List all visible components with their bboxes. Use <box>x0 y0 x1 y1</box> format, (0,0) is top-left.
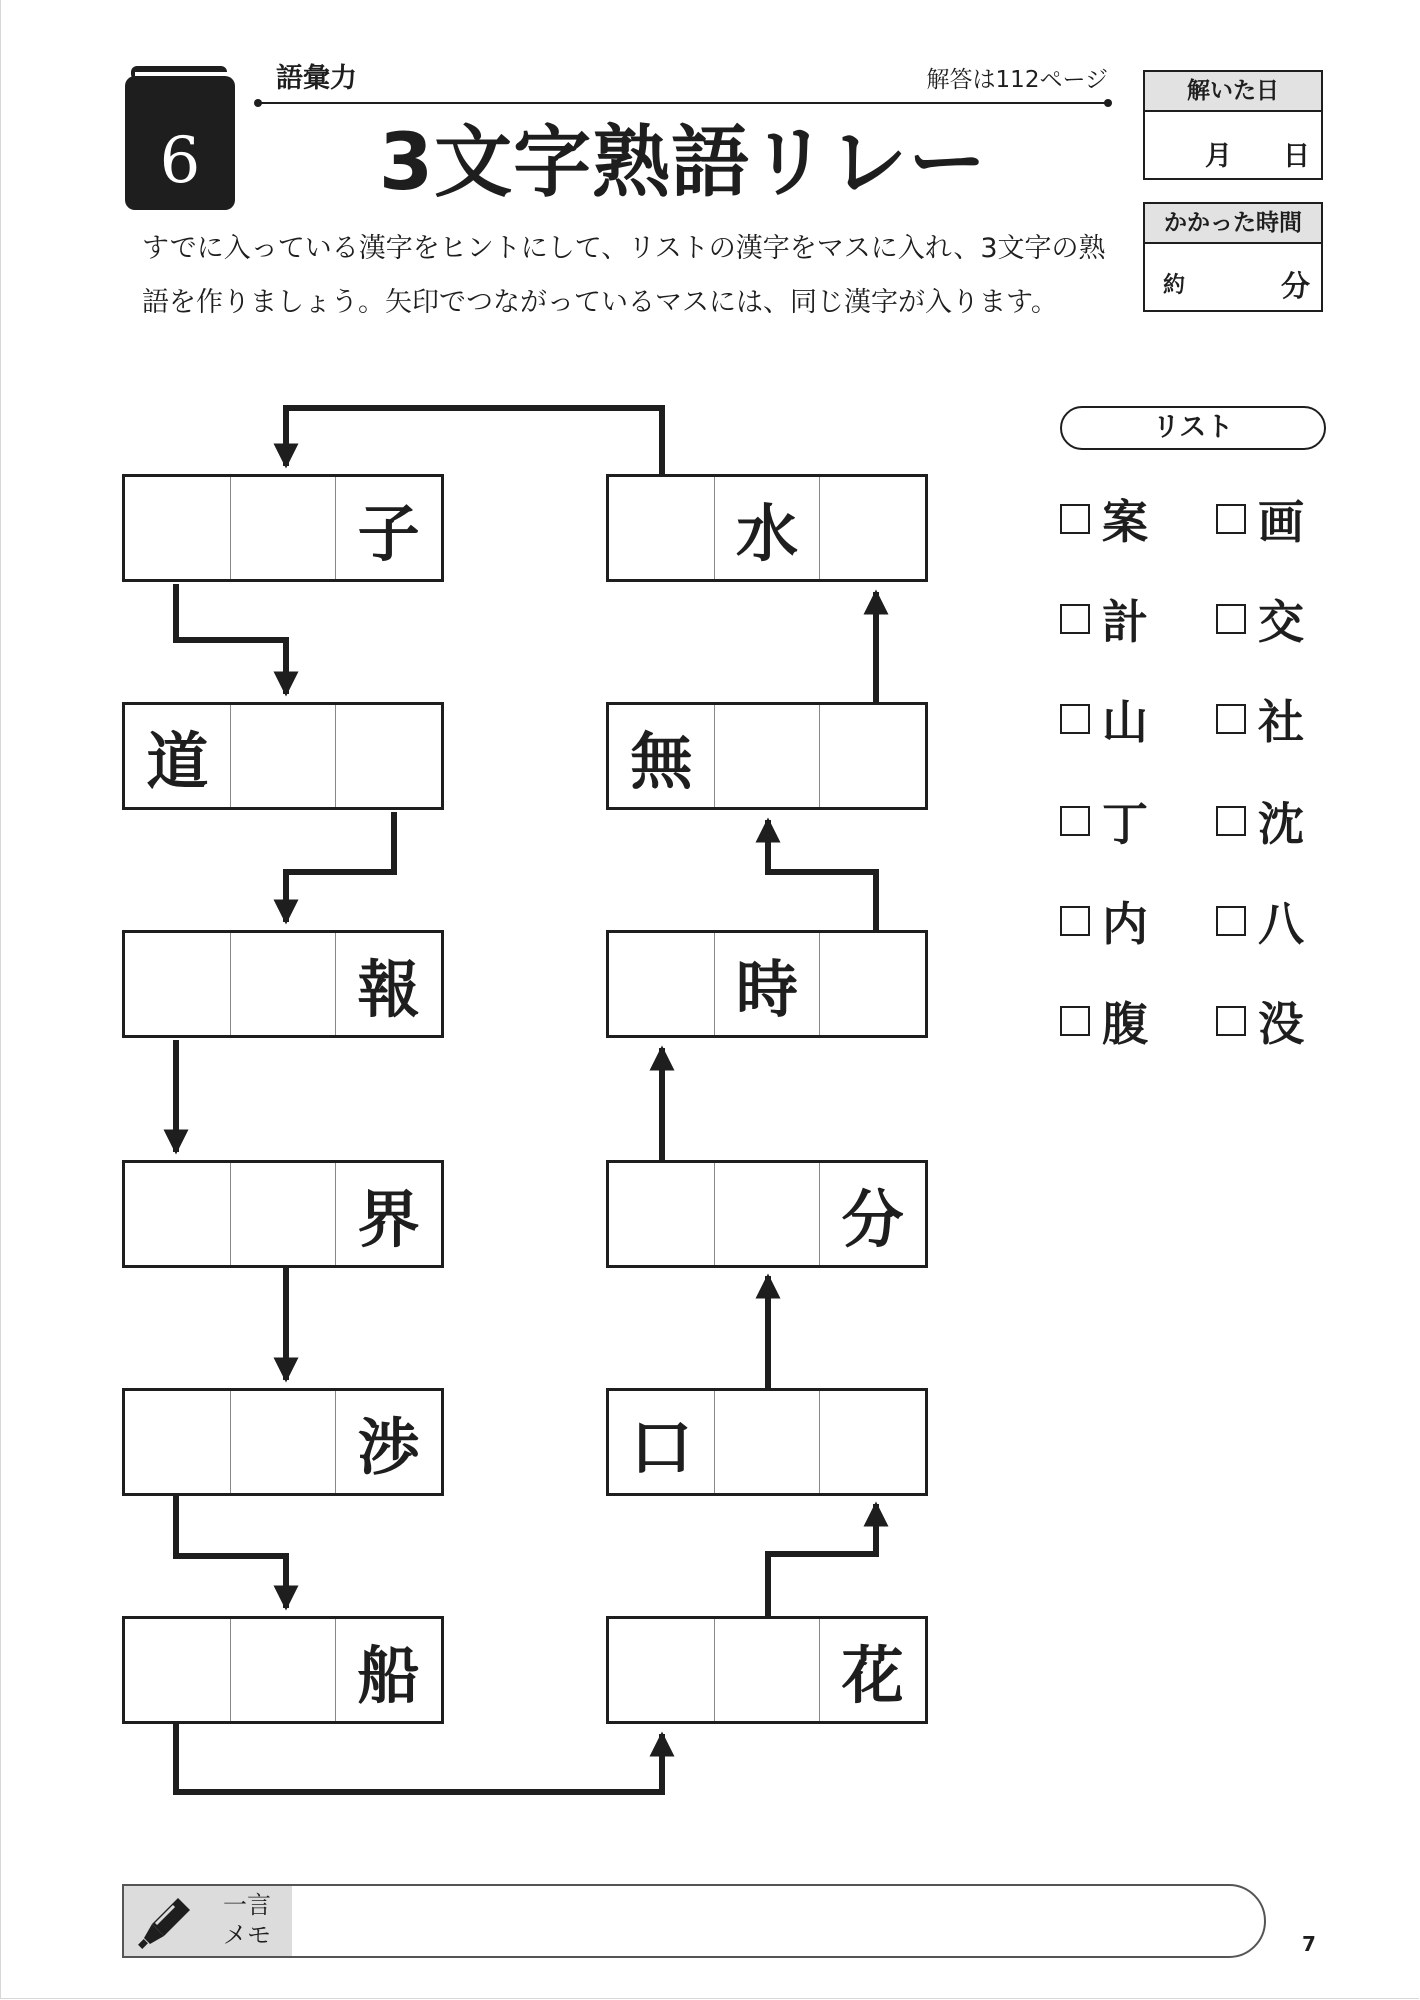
grid-cell[interactable]: 道 <box>125 705 231 807</box>
left-row-5 <box>122 1388 444 1496</box>
grid-cell[interactable]: 渉 <box>357 1410 420 1484</box>
grid-cell[interactable]: 船 <box>357 1638 420 1712</box>
grid-cell[interactable] <box>231 1163 337 1265</box>
list-item-label: 社 <box>1258 695 1304 749</box>
grid-cell[interactable]: 時 <box>715 933 821 1035</box>
grid-cell[interactable]: 水 <box>715 477 821 579</box>
right-row-4 <box>606 1160 928 1268</box>
list-item[interactable] <box>1216 888 1304 954</box>
right-row-5 <box>606 1388 928 1496</box>
memo-label-line2: メモ <box>223 1921 271 1949</box>
grid-cell[interactable]: 無 <box>609 705 715 807</box>
month-label: 月 <box>1205 141 1232 172</box>
grid-cell[interactable] <box>231 933 337 1035</box>
checkbox-icon[interactable] <box>1216 604 1246 634</box>
grid-cell[interactable] <box>231 477 337 579</box>
grid-cell[interactable] <box>231 1619 337 1721</box>
approx-label: 約 <box>1163 273 1186 298</box>
grid-cell[interactable] <box>231 1391 337 1493</box>
grid-cell[interactable]: 花 <box>841 1638 904 1712</box>
grid-cell[interactable] <box>820 933 925 1035</box>
puzzle-number: 6 <box>159 124 201 198</box>
list-item-label: 八 <box>1258 897 1304 951</box>
list-item[interactable] <box>1060 486 1148 552</box>
memo-field[interactable] <box>122 1884 1266 1958</box>
arrow-icon <box>768 820 876 930</box>
arrow-icon <box>176 584 286 694</box>
grid-cell[interactable]: 分 <box>841 1182 904 1256</box>
checkbox-icon[interactable] <box>1216 1006 1246 1036</box>
memo-tab <box>124 1886 292 1956</box>
list-item-label: 案 <box>1102 495 1148 549</box>
list-item-label: 丁 <box>1102 797 1148 851</box>
grid-cell[interactable]: 報 <box>357 952 420 1026</box>
checkbox-icon[interactable] <box>1060 504 1090 534</box>
checkbox-icon[interactable] <box>1216 704 1246 734</box>
grid-cell[interactable] <box>231 705 337 807</box>
grid-cell[interactable]: 口 <box>609 1391 715 1493</box>
arrow-icon <box>286 408 662 474</box>
grid-cell[interactable] <box>125 1391 231 1493</box>
page-title: 3文字熟語リレー <box>378 118 988 208</box>
list-item[interactable] <box>1060 586 1148 652</box>
right-row-2 <box>606 702 928 810</box>
list-item[interactable] <box>1216 988 1304 1054</box>
right-row-6 <box>606 1616 928 1724</box>
left-row-1 <box>122 474 444 582</box>
list-item-label: 腹 <box>1102 997 1148 1051</box>
arrow-icon <box>176 1496 286 1608</box>
list-item[interactable] <box>1060 888 1148 954</box>
category-label: 語彙力 <box>276 63 357 94</box>
grid-cell[interactable] <box>715 1391 821 1493</box>
checkbox-icon[interactable] <box>1216 906 1246 936</box>
grid-cell[interactable] <box>820 477 925 579</box>
list-item[interactable] <box>1216 686 1304 752</box>
answer-reference: 解答は112ページ <box>926 67 1108 93</box>
grid-cell[interactable] <box>609 1163 715 1265</box>
grid-cell[interactable] <box>715 1163 821 1265</box>
checkbox-icon[interactable] <box>1060 906 1090 936</box>
list-item-label: 内 <box>1102 897 1148 951</box>
list-item-label: 計 <box>1102 595 1148 649</box>
list-item[interactable] <box>1216 486 1304 552</box>
grid-cell[interactable] <box>125 933 231 1035</box>
checkbox-icon[interactable] <box>1216 504 1246 534</box>
list-item[interactable] <box>1216 586 1304 652</box>
grid-cell[interactable] <box>715 1619 821 1721</box>
list-item-label: 画 <box>1258 495 1304 549</box>
checkbox-icon[interactable] <box>1060 704 1090 734</box>
list-item[interactable] <box>1060 788 1148 854</box>
list-item-label: 沈 <box>1258 797 1304 851</box>
arrow-icon <box>176 1724 662 1792</box>
grid-cell[interactable] <box>609 933 715 1035</box>
grid-cell[interactable]: 界 <box>357 1182 420 1256</box>
left-row-3 <box>122 930 444 1038</box>
grid-cell[interactable] <box>609 477 715 579</box>
grid-cell[interactable]: 子 <box>357 496 420 570</box>
grid-cell[interactable] <box>125 477 231 579</box>
pen-icon <box>136 1892 196 1952</box>
list-title: リスト <box>1060 406 1326 450</box>
arrow-icon <box>768 1504 876 1616</box>
grid-cell[interactable] <box>125 1163 231 1265</box>
list-item-label: 交 <box>1258 595 1304 649</box>
right-row-3 <box>606 930 928 1038</box>
day-label: 日 <box>1283 141 1310 172</box>
grid-cell[interactable] <box>820 705 925 807</box>
list-item[interactable] <box>1060 988 1148 1054</box>
left-row-6 <box>122 1616 444 1724</box>
list-item-label: 没 <box>1258 997 1304 1051</box>
checkbox-icon[interactable] <box>1216 806 1246 836</box>
checkbox-icon[interactable] <box>1060 1006 1090 1036</box>
grid-cell[interactable] <box>820 1391 925 1493</box>
page-number: 7 <box>1302 1932 1316 1956</box>
checkbox-icon[interactable] <box>1060 604 1090 634</box>
grid-cell[interactable] <box>609 1619 715 1721</box>
left-row-2 <box>122 702 444 810</box>
grid-cell[interactable] <box>336 705 441 807</box>
instructions: すでに入っている漢字をヒントにして、リストの漢字をマスに入れ、3文字の熟語を作りましょう。矢印でつながっているマスには、同じ漢字が入ります。 <box>142 233 1106 318</box>
minutes-label: 分 <box>1281 269 1311 303</box>
checkbox-icon[interactable] <box>1060 806 1090 836</box>
grid-cell[interactable] <box>125 1619 231 1721</box>
list-item[interactable] <box>1216 788 1304 854</box>
right-row-1 <box>606 474 928 582</box>
solved-date-label: 解いた日 <box>1145 72 1321 112</box>
left-row-4 <box>122 1160 444 1268</box>
memo-label <box>212 1890 282 1950</box>
time-taken-label: かかった時間 <box>1145 204 1321 244</box>
arrow-icon <box>286 812 394 922</box>
list-item-label: 山 <box>1102 695 1148 749</box>
memo-label-line1: 一言 <box>223 1891 271 1919</box>
list-item[interactable] <box>1060 686 1148 752</box>
grid-cell[interactable] <box>715 705 821 807</box>
